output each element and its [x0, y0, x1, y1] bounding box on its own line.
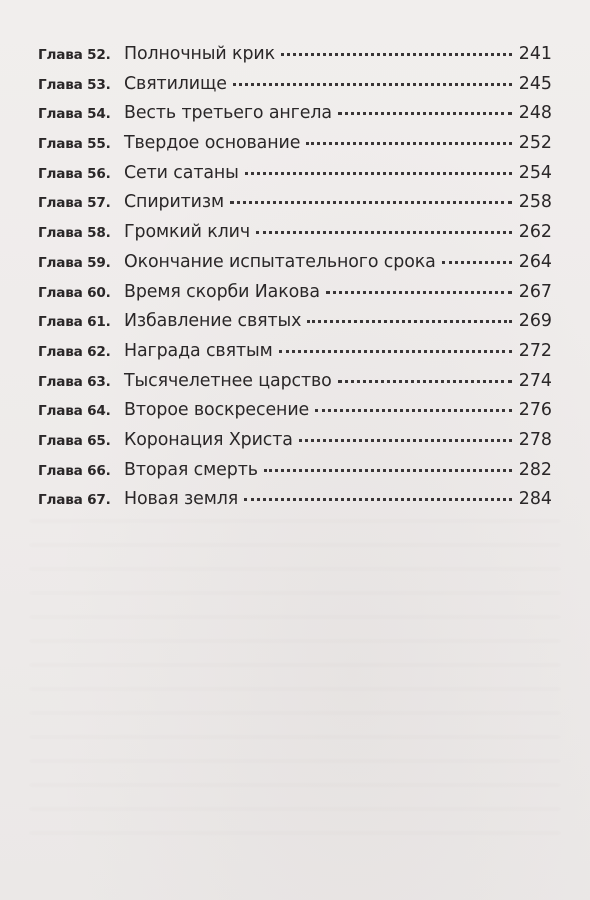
toc-entry: [38, 460, 552, 490]
chapter-title: Коронация Христа: [124, 429, 293, 450]
chapter-number: Глава 62.: [38, 343, 111, 360]
page-number: 284: [518, 489, 552, 510]
page-number: 264: [518, 251, 552, 272]
page-number: 272: [518, 340, 552, 361]
page-number: 262: [518, 222, 552, 243]
chapter-title: Тысячелетнее царство: [124, 370, 332, 391]
chapter-number: Глава 61.: [38, 314, 111, 331]
toc-entry: [38, 311, 552, 341]
chapter-title: Новая земля: [124, 489, 239, 510]
toc-entry: [38, 74, 552, 104]
show-through-texture: [30, 520, 560, 840]
toc-entry: [38, 430, 552, 460]
page-number: 276: [518, 400, 552, 421]
chapter-number: Глава 56.: [38, 165, 111, 182]
dot-leader: [307, 320, 511, 323]
page-number: 248: [518, 103, 552, 124]
page-number: 254: [518, 162, 552, 183]
chapter-title: Время скорби Иакова: [124, 281, 320, 302]
chapter-title: Второе воскресение: [124, 400, 310, 421]
chapter-title: Вторая смерть: [124, 459, 258, 480]
toc-entry: [38, 489, 552, 519]
chapter-number: Глава 66.: [38, 462, 111, 479]
toc-entry: [38, 400, 552, 430]
toc-entry: [38, 103, 552, 133]
dot-leader: [244, 498, 512, 501]
chapter-title: Окончание испытательного срока: [124, 251, 436, 272]
chapter-number: Глава 57.: [38, 195, 111, 212]
chapter-title: Весть третьего ангела: [124, 103, 332, 124]
dot-leader: [306, 142, 512, 145]
dot-leader: [326, 291, 512, 294]
chapter-title: Твердое основание: [124, 133, 301, 154]
page-number: 282: [518, 459, 552, 480]
table-of-contents: [38, 44, 552, 519]
toc-entry: [38, 371, 552, 401]
dot-leader: [256, 231, 512, 234]
chapter-number: Глава 53.: [38, 76, 111, 93]
chapter-title: Полночный крик: [124, 44, 275, 64]
dot-leader: [245, 172, 512, 175]
dot-leader: [230, 201, 512, 204]
toc-entry: [38, 133, 552, 163]
chapter-number: Глава 64.: [38, 403, 111, 420]
chapter-title: Громкий клич: [124, 222, 251, 243]
chapter-number: Глава 67.: [38, 492, 111, 509]
page-number: 241: [518, 44, 552, 64]
chapter-title: Спиритизм: [124, 192, 225, 213]
dot-leader: [299, 439, 512, 442]
dot-leader: [281, 53, 512, 56]
chapter-number: Глава 65.: [38, 432, 111, 449]
dot-leader: [442, 261, 512, 264]
chapter-title: Сети сатаны: [124, 162, 239, 183]
dot-leader: [338, 380, 512, 383]
dot-leader: [279, 350, 512, 353]
chapter-number: Глава 54.: [38, 106, 111, 123]
toc-entry: [38, 252, 552, 282]
page-number: 258: [518, 192, 552, 213]
dot-leader: [233, 83, 512, 86]
page-number: 252: [518, 133, 552, 154]
page-number: 278: [518, 429, 552, 450]
toc-entry: [38, 192, 552, 222]
toc-entry: [38, 282, 552, 312]
chapter-number: Глава 60.: [38, 284, 111, 301]
chapter-number: Глава 55.: [38, 136, 111, 153]
chapter-title: Награда святым: [124, 340, 273, 361]
chapter-number: Глава 63.: [38, 373, 111, 390]
chapter-number: Глава 59.: [38, 254, 111, 271]
dot-leader: [315, 409, 512, 412]
chapter-number: Глава 52.: [38, 47, 111, 63]
page-number: 245: [518, 73, 552, 94]
toc-entry: [38, 222, 552, 252]
chapter-number: Глава 58.: [38, 225, 111, 242]
toc-entry: [38, 44, 552, 74]
dot-leader: [264, 469, 512, 472]
page-number: 267: [518, 281, 552, 302]
toc-entry: [38, 163, 552, 193]
toc-entry: [38, 341, 552, 371]
chapter-title: Святилище: [124, 73, 227, 94]
page-number: 269: [518, 311, 552, 332]
page-number: 274: [518, 370, 552, 391]
dot-leader: [338, 112, 512, 115]
chapter-title: Избавление святых: [124, 311, 302, 332]
